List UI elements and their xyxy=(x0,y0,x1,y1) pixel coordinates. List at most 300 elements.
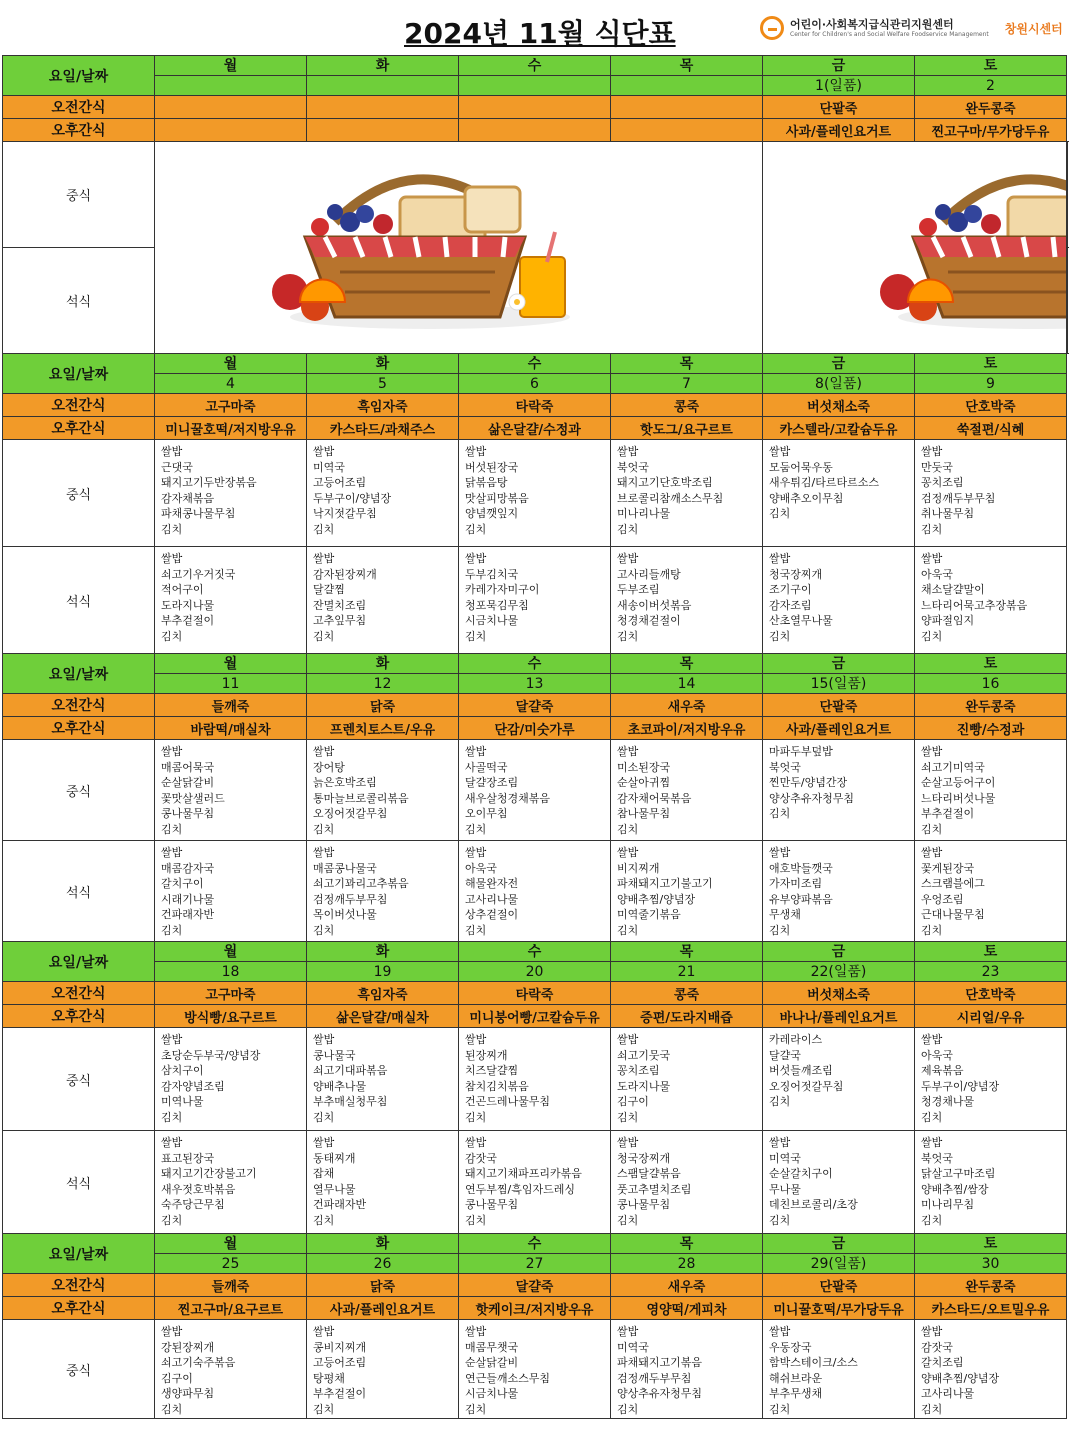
lunch-menu-cell xyxy=(915,1028,1067,1131)
menu-item: 김치 xyxy=(617,1213,639,1227)
menu-item: 미역나물 xyxy=(161,1095,204,1108)
menu-item: 치즈달걀찜 xyxy=(465,1064,519,1077)
am-snack: 콩죽 xyxy=(611,394,763,417)
dinner-menu-cell xyxy=(459,1131,611,1234)
menu-item: 김치 xyxy=(617,522,639,536)
menu-item: 닭볶음탕 xyxy=(465,476,508,489)
menu-item: 도라지나물 xyxy=(617,1079,671,1093)
menu-item: 건곤드레나물무침 xyxy=(465,1095,551,1108)
menu-item: 잔멸치조림 xyxy=(313,598,367,612)
menu-item: 쌀밥 xyxy=(465,552,487,565)
menu-item: 파채돼지고기볶음 xyxy=(617,1356,703,1369)
weekday-name: 수 xyxy=(459,1234,611,1254)
menu-item: 돼지고기단호박조림 xyxy=(617,476,713,489)
am-snack: 고구마죽 xyxy=(155,982,307,1005)
am-snack: 버섯채소죽 xyxy=(763,394,915,417)
menu-item: 김치 xyxy=(161,822,183,836)
picnic-basket-illustration xyxy=(763,142,1067,354)
menu-item: 버섯된장국 xyxy=(465,460,519,474)
menu-item: 양념깻잎지 xyxy=(465,507,519,520)
menu-item: 강된장찌개 xyxy=(161,1340,215,1354)
pm-snack: 미니꿀호떡/저지방우유 xyxy=(155,417,307,440)
menu-item: 돼지고기간장불고기 xyxy=(161,1167,257,1180)
lunch-menu-cell xyxy=(155,1028,307,1131)
menu-item: 카레가자미구이 xyxy=(465,583,540,596)
page-title: 2024년 11월 식단표 xyxy=(404,17,676,50)
menu-item: 쌀밥 xyxy=(161,745,183,758)
menu-item: 북엇국 xyxy=(617,460,649,474)
pm-snack: 삶은달걀/매실차 xyxy=(307,1005,459,1028)
menu-item: 갈치조림 xyxy=(921,1356,964,1369)
menu-item: 느타리버섯나물 xyxy=(921,791,996,805)
menu-item: 근대나물무침 xyxy=(921,908,985,921)
menu-item: 브로콜리참깨소스무침 xyxy=(617,491,724,505)
menu-item: 건파래자반 xyxy=(313,1198,367,1211)
am-snack: 고구마죽 xyxy=(155,394,307,417)
weekday-name: 수 xyxy=(459,654,611,674)
am-snack: 새우죽 xyxy=(611,694,763,717)
menu-item: 제육볶음 xyxy=(921,1064,964,1077)
menu-item: 쇠고기꽈리고추볶음 xyxy=(313,877,409,890)
menu-item: 쌀밥 xyxy=(921,1033,943,1046)
menu-item: 순살고등어구이 xyxy=(921,776,996,789)
lunch-menu-cell xyxy=(155,1320,307,1419)
lunch-label: 중식 xyxy=(3,1320,155,1419)
lunch-label: 중식 xyxy=(3,142,155,248)
menu-item: 쌀밥 xyxy=(617,1325,639,1338)
menu-item: 쌀밥 xyxy=(313,1033,335,1046)
am-snack: 완두콩죽 xyxy=(915,1274,1067,1297)
dinner-menu-cell xyxy=(307,841,459,942)
date-cell: 26 xyxy=(307,1254,459,1274)
menu-item: 김치 xyxy=(465,923,487,937)
menu-item: 우엉조림 xyxy=(921,892,964,906)
menu-item: 김치 xyxy=(313,522,335,536)
menu-item: 쌀밥 xyxy=(617,1136,639,1149)
menu-item: 돼지고기두반장볶음 xyxy=(161,476,257,489)
menu-item: 미역국 xyxy=(769,1151,801,1165)
menu-item: 콩나물무침 xyxy=(161,807,215,820)
menu-item: 고추잎무침 xyxy=(313,614,367,627)
menu-item: 김치 xyxy=(465,1402,487,1416)
menu-item: 김치 xyxy=(313,822,335,836)
menu-item: 꽃맛살샐러드 xyxy=(161,791,225,805)
am-snack: 닭죽 xyxy=(307,1274,459,1297)
menu-item: 김치 xyxy=(465,1110,487,1124)
menu-item: 쌀밥 xyxy=(769,846,791,859)
pm-snack-label: 오후간식 xyxy=(3,1297,155,1320)
lunch-menu-cell xyxy=(307,1320,459,1419)
date-cell: 4 xyxy=(155,374,307,394)
date-cell: 28 xyxy=(611,1254,763,1274)
menu-item: 김치 xyxy=(921,522,943,536)
picnic-basket-illustration xyxy=(155,142,763,354)
weekday-name: 월 xyxy=(155,654,307,674)
menu-item: 청포묵김무침 xyxy=(465,598,529,612)
menu-item: 김치 xyxy=(617,1110,639,1124)
menu-item: 연근들깨소스무침 xyxy=(465,1371,551,1385)
menu-item: 새송이버섯볶음 xyxy=(617,598,692,612)
am-snack: 흑임자죽 xyxy=(307,394,459,417)
menu-item: 김치 xyxy=(313,629,335,643)
menu-item: 달걀찜 xyxy=(313,583,345,596)
menu-item: 매콤어묵국 xyxy=(161,760,215,774)
menu-item: 시금치나물 xyxy=(465,1387,519,1400)
menu-item: 두부조림 xyxy=(617,583,660,596)
menu-item: 쌀밥 xyxy=(313,1325,335,1338)
menu-item: 달걀국 xyxy=(769,1048,801,1062)
menu-item: 가자미조림 xyxy=(769,877,823,890)
date-cell: 29(일품) xyxy=(763,1254,915,1274)
am-snack-label: 오전간식 xyxy=(3,394,155,417)
menu-item: 쌀밥 xyxy=(921,1325,943,1338)
menu-item: 김치 xyxy=(465,1213,487,1227)
menu-item: 시래기나물 xyxy=(161,892,215,906)
menu-item: 취나물무침 xyxy=(921,507,975,520)
menu-item: 늙은호박조림 xyxy=(313,776,377,789)
lunch-menu-cell xyxy=(915,740,1067,841)
date-cell: 2 xyxy=(915,76,1067,96)
menu-item: 스크램블에그 xyxy=(921,877,985,890)
am-snack-label: 오전간식 xyxy=(3,982,155,1005)
org-logo-icon xyxy=(760,16,784,40)
weekday-name: 목 xyxy=(611,56,763,76)
menu-item: 부추겉절이 xyxy=(313,1387,367,1400)
menu-item: 해물완자전 xyxy=(465,877,519,890)
menu-item: 김치 xyxy=(465,822,487,836)
pm-snack: 카스텔라/고칼슘두유 xyxy=(763,417,915,440)
menu-item: 고사리들깨탕 xyxy=(617,567,681,581)
am-snack: 달걀죽 xyxy=(459,694,611,717)
weekday-name: 화 xyxy=(307,654,459,674)
pm-snack: 삶은달걀/수정과 xyxy=(459,417,611,440)
menu-item: 낙지젓갈무침 xyxy=(313,507,377,520)
menu-item: 양상추유자청무침 xyxy=(617,1387,703,1400)
menu-item: 김치 xyxy=(313,1213,335,1227)
am-snack: 단호박죽 xyxy=(915,394,1067,417)
am-snack-label: 오전간식 xyxy=(3,1274,155,1297)
pm-snack: 찐고구마/무가당두유 xyxy=(915,119,1067,142)
menu-item: 김치 xyxy=(769,507,791,520)
menu-item: 김치 xyxy=(161,1402,183,1416)
menu-item: 김치 xyxy=(921,629,943,643)
menu-item: 쌀밥 xyxy=(921,445,943,458)
pm-snack: 증편/도라지배즙 xyxy=(611,1005,763,1028)
menu-item: 미역줄기볶음 xyxy=(617,908,681,921)
menu-item: 잡채 xyxy=(313,1167,335,1180)
menu-item: 삼치구이 xyxy=(161,1064,204,1077)
date-cell: 9 xyxy=(915,374,1067,394)
pm-snack-label: 오후간식 xyxy=(3,119,155,142)
menu-item: 생양파무침 xyxy=(161,1387,215,1400)
menu-item: 참나물무침 xyxy=(617,807,671,820)
menu-item: 쌀밥 xyxy=(465,1033,487,1046)
menu-item: 청국장찌개 xyxy=(769,567,823,581)
weekday-name: 화 xyxy=(307,354,459,374)
menu-item: 우동장국 xyxy=(769,1340,812,1354)
lunch-menu-cell xyxy=(915,1320,1067,1419)
lunch-label: 중식 xyxy=(3,440,155,547)
dinner-menu-cell xyxy=(307,1131,459,1234)
menu-item: 채소달걀말이 xyxy=(921,583,985,596)
menu-item: 오징어젓갈무침 xyxy=(769,1079,844,1093)
lunch-menu-cell xyxy=(763,740,915,841)
menu-item: 쌀밥 xyxy=(921,552,943,565)
pm-snack-label: 오후간식 xyxy=(3,417,155,440)
am-snack: 완두콩죽 xyxy=(915,694,1067,717)
org-city: 창원시센터 xyxy=(1004,21,1063,36)
dinner-label: 석식 xyxy=(3,547,155,654)
menu-item: 목이버섯나물 xyxy=(313,908,377,921)
menu-item: 표고된장국 xyxy=(161,1151,215,1165)
menu-item: 감자양념조림 xyxy=(161,1079,225,1093)
pm-snack: 초코파이/저지방우유 xyxy=(611,717,763,740)
menu-item: 오징어젓갈무침 xyxy=(313,807,388,820)
date-cell: 21 xyxy=(611,962,763,982)
am-snack xyxy=(307,96,459,119)
menu-item: 김치 xyxy=(921,1110,943,1124)
menu-item: 양상추유자청무침 xyxy=(769,791,855,805)
menu-item: 고사리나물 xyxy=(921,1387,975,1400)
menu-item: 쌀밥 xyxy=(769,552,791,565)
menu-item: 쌀밥 xyxy=(313,846,335,859)
lunch-menu-cell xyxy=(459,440,611,547)
menu-item: 새우튀김/타르타르소스 xyxy=(769,476,879,489)
pm-snack: 바나나/플레인요거트 xyxy=(763,1005,915,1028)
weekday-name: 토 xyxy=(915,354,1067,374)
menu-item: 감자채어묵볶음 xyxy=(617,791,692,805)
date-cell xyxy=(307,76,459,96)
lunch-menu-cell xyxy=(307,740,459,841)
menu-item: 파채돼지고기불고기 xyxy=(617,877,713,890)
date-cell: 23 xyxy=(915,962,1067,982)
dinner-menu-cell xyxy=(915,1131,1067,1234)
pm-snack: 사과/플레인요거트 xyxy=(307,1297,459,1320)
menu-item: 감잣국 xyxy=(465,1151,497,1165)
menu-item: 미나리무침 xyxy=(921,1198,975,1211)
menu-item: 감잣국 xyxy=(921,1340,953,1354)
weekday-name: 토 xyxy=(915,654,1067,674)
date-cell: 27 xyxy=(459,1254,611,1274)
menu-item: 적어구이 xyxy=(161,583,204,596)
menu-item: 버섯들깨조림 xyxy=(769,1064,833,1077)
menu-item: 비지찌개 xyxy=(617,861,660,875)
am-snack: 타락죽 xyxy=(459,394,611,417)
menu-item: 김치 xyxy=(769,923,791,937)
menu-item: 순살갈치구이 xyxy=(769,1167,833,1180)
menu-item: 맛살피망볶음 xyxy=(465,491,529,505)
day-date-label: 요일/날짜 xyxy=(3,56,155,96)
menu-item: 김치 xyxy=(313,1402,335,1416)
menu-item: 꽁치조림 xyxy=(921,476,964,489)
menu-item: 북엇국 xyxy=(921,1151,953,1165)
meal-plan-table xyxy=(2,55,1068,1419)
menu-item: 미역국 xyxy=(617,1340,649,1354)
date-cell: 7 xyxy=(611,374,763,394)
lunch-menu-cell xyxy=(155,740,307,841)
pm-snack: 카스타드/과채주스 xyxy=(307,417,459,440)
menu-item: 통마늘브로콜리볶음 xyxy=(313,791,409,805)
date-cell xyxy=(611,76,763,96)
am-snack: 들깨죽 xyxy=(155,1274,307,1297)
menu-item: 양배추찜/양념장 xyxy=(617,892,696,906)
pm-snack: 미니꿀호떡/무가당두유 xyxy=(763,1297,915,1320)
menu-item: 쌀밥 xyxy=(465,1325,487,1338)
menu-item: 양파절임지 xyxy=(921,614,975,627)
menu-item: 쌀밥 xyxy=(465,1136,487,1149)
pm-snack: 진빵/수정과 xyxy=(915,717,1067,740)
pm-snack-label: 오후간식 xyxy=(3,717,155,740)
lunch-menu-cell xyxy=(763,440,915,547)
menu-item: 검정깨두부무침 xyxy=(617,1371,692,1385)
menu-item: 쇠고기숙주볶음 xyxy=(161,1356,236,1369)
lunch-menu-cell xyxy=(155,440,307,547)
weekday-name: 화 xyxy=(307,1234,459,1254)
menu-item: 쌀밥 xyxy=(617,846,639,859)
menu-item: 김치 xyxy=(161,522,183,536)
dinner-menu-cell xyxy=(459,547,611,654)
menu-item: 김치 xyxy=(465,522,487,536)
menu-item: 데친브로콜리/초장 xyxy=(769,1198,858,1211)
menu-item: 김치 xyxy=(161,923,183,937)
menu-item: 북엇국 xyxy=(769,760,801,774)
dinner-label: 석식 xyxy=(3,1131,155,1234)
menu-item: 검정깨두부무침 xyxy=(921,491,996,505)
menu-item: 파채콩나물무침 xyxy=(161,507,236,520)
am-snack: 단팥죽 xyxy=(763,1274,915,1297)
date-cell: 16 xyxy=(915,674,1067,694)
picnic-basket-icon xyxy=(265,152,595,332)
menu-item: 도라지나물 xyxy=(161,598,215,612)
menu-item: 미나리나물 xyxy=(617,507,671,520)
menu-item: 쌀밥 xyxy=(161,552,183,565)
date-cell: 1(일품) xyxy=(763,76,915,96)
menu-item: 김치 xyxy=(921,1402,943,1416)
dinner-menu-cell xyxy=(763,547,915,654)
menu-item: 쌀밥 xyxy=(617,552,639,565)
menu-item: 돼지고기채파프리카볶음 xyxy=(465,1167,582,1180)
weekday-name: 목 xyxy=(611,654,763,674)
menu-item: 김치 xyxy=(921,923,943,937)
date-cell: 15(일품) xyxy=(763,674,915,694)
date-cell: 30 xyxy=(915,1254,1067,1274)
menu-item: 오이무침 xyxy=(465,807,508,820)
menu-item: 검정깨두부무침 xyxy=(313,892,388,906)
menu-item: 김치 xyxy=(769,1095,791,1108)
menu-item: 김치 xyxy=(617,629,639,643)
menu-item: 미소된장국 xyxy=(617,760,671,774)
pm-snack: 단감/미숫가루 xyxy=(459,717,611,740)
menu-item: 아욱국 xyxy=(921,567,953,581)
am-snack-label: 오전간식 xyxy=(3,96,155,119)
menu-item: 김치 xyxy=(313,1110,335,1124)
am-snack-label: 오전간식 xyxy=(3,694,155,717)
lunch-menu-cell xyxy=(307,440,459,547)
menu-item: 매콤감자국 xyxy=(161,861,215,875)
dinner-menu-cell xyxy=(763,841,915,942)
lunch-label: 중식 xyxy=(3,1028,155,1131)
menu-item: 마파두부덮밥 xyxy=(769,745,833,758)
menu-item: 새우젓호박볶음 xyxy=(161,1182,236,1196)
weekday-name: 화 xyxy=(307,942,459,962)
menu-item: 스팸달걀볶음 xyxy=(617,1167,681,1180)
menu-item: 김치 xyxy=(313,923,335,937)
menu-item: 미역국 xyxy=(313,460,345,474)
weekday-name: 월 xyxy=(155,942,307,962)
pm-snack xyxy=(459,119,611,142)
am-snack: 타락죽 xyxy=(459,982,611,1005)
day-date-label: 요일/날짜 xyxy=(3,354,155,394)
pm-snack: 프렌치토스트/우유 xyxy=(307,717,459,740)
org-subtitle: Center for Children's and Social Welfare Foodservice Management xyxy=(790,30,989,38)
am-snack: 새우죽 xyxy=(611,1274,763,1297)
menu-item: 콩나물무침 xyxy=(617,1198,671,1211)
dinner-label: 석식 xyxy=(3,841,155,942)
pm-snack: 시리얼/우유 xyxy=(915,1005,1067,1028)
lunch-menu-cell xyxy=(307,1028,459,1131)
weekday-name: 토 xyxy=(915,942,1067,962)
menu-item: 해쉬브라운 xyxy=(769,1371,823,1385)
day-date-label: 요일/날짜 xyxy=(3,1234,155,1274)
menu-item: 산초열무나물 xyxy=(769,614,833,627)
dinner-menu-cell xyxy=(155,841,307,942)
menu-item: 청경채나물 xyxy=(921,1095,975,1108)
pm-snack-label: 오후간식 xyxy=(3,1005,155,1028)
menu-item: 두부구이/양념장 xyxy=(313,491,392,505)
date-cell: 14 xyxy=(611,674,763,694)
am-snack: 달걀죽 xyxy=(459,1274,611,1297)
menu-item: 쌀밥 xyxy=(313,552,335,565)
am-snack xyxy=(459,96,611,119)
am-snack: 콩죽 xyxy=(611,982,763,1005)
menu-item: 고등어조림 xyxy=(313,1356,367,1369)
date-cell: 8(일품) xyxy=(763,374,915,394)
menu-item: 쇠고기미역국 xyxy=(921,760,985,774)
weekday-name: 수 xyxy=(459,354,611,374)
weekday-name: 월 xyxy=(155,354,307,374)
menu-item: 무나물 xyxy=(769,1182,801,1196)
menu-item: 순살닭갈비 xyxy=(161,776,215,789)
dinner-menu-cell xyxy=(763,1131,915,1234)
pm-snack: 쑥절편/식혜 xyxy=(915,417,1067,440)
menu-item: 김치 xyxy=(769,807,791,820)
date-cell: 22(일품) xyxy=(763,962,915,982)
menu-item: 초당순두부국/양념장 xyxy=(161,1048,261,1062)
menu-item: 양배추나물 xyxy=(313,1079,367,1093)
date-cell: 20 xyxy=(459,962,611,982)
weekday-name: 화 xyxy=(307,56,459,76)
menu-item: 꽁치조림 xyxy=(617,1064,660,1077)
lunch-menu-cell xyxy=(459,1320,611,1419)
menu-item: 김치 xyxy=(921,822,943,836)
date-cell: 25 xyxy=(155,1254,307,1274)
menu-item: 근댓국 xyxy=(161,460,193,474)
menu-item: 숙주당근무침 xyxy=(161,1198,225,1211)
org-name: 어린이·사회복지급식관리지원센터 xyxy=(790,17,954,31)
menu-item: 쌀밥 xyxy=(465,846,487,859)
menu-item: 김치 xyxy=(161,1110,183,1124)
am-snack xyxy=(155,96,307,119)
menu-item: 쇠고기우거짓국 xyxy=(161,567,236,581)
menu-item: 느타리어묵고추장볶음 xyxy=(921,598,1028,612)
date-cell: 18 xyxy=(155,962,307,982)
menu-item: 갈치구이 xyxy=(161,877,204,890)
menu-item: 감자채볶음 xyxy=(161,491,215,505)
menu-item: 김치 xyxy=(161,629,183,643)
menu-item: 매콤무챗국 xyxy=(465,1340,519,1354)
menu-item: 김치 xyxy=(617,822,639,836)
pm-snack: 사과/플레인요거트 xyxy=(763,119,915,142)
